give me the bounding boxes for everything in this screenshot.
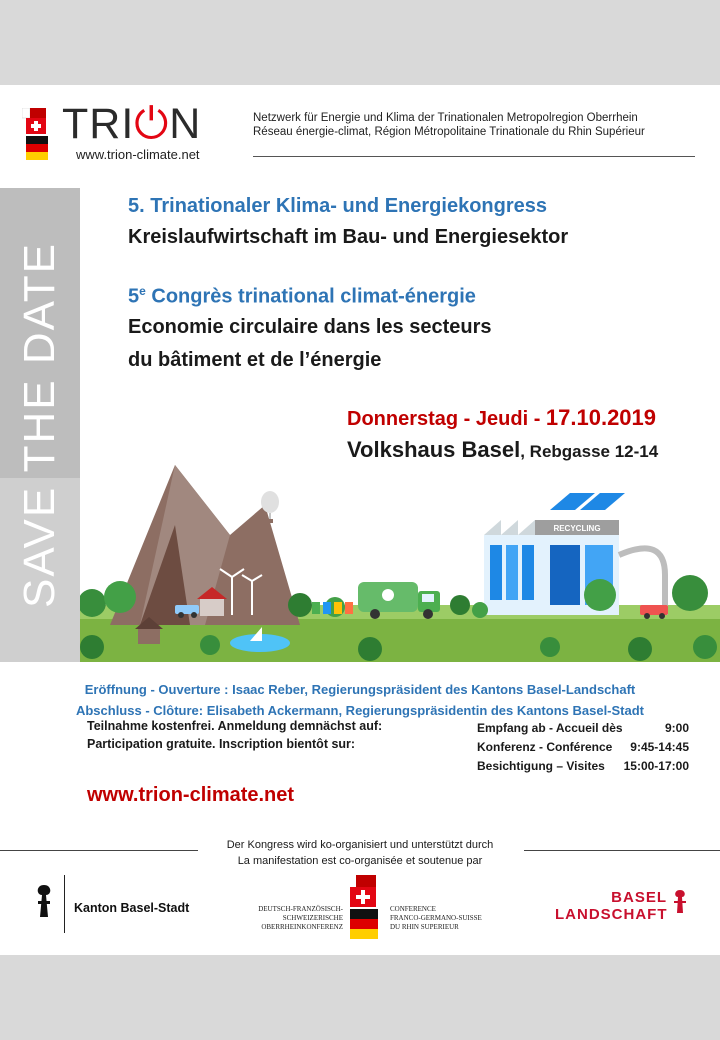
trion-logo-text: TRI⏻N [62, 100, 202, 148]
organiser-text-de: Der Kongress wird ko-organisiert und unterstützt durch [226, 839, 494, 851]
event-date: Donnerstag - Jeudi - 17.10.2019 [347, 405, 657, 430]
basel-landschaft-logo: BASEL LANDSCHAFT [555, 889, 668, 923]
closing-speaker: Abschluss - Clôture: Elisabeth Ackermann, Regierungspräsidentin des Kantons Basel-Stadt [75, 703, 645, 718]
organiser-text-fr: La manifestation est co-organisée et soutenue par [237, 855, 483, 867]
registration-text-de: Teilnahme kostenfrei. Anmeldung demnächst auf: [87, 719, 383, 733]
oberrheinkonferenz-logo [233, 875, 499, 949]
schedule-row: Besichtigung – Visites 15:00-17:00 [477, 759, 689, 773]
event-venue: Volkshaus Basel, Rebgasse 12-14 [347, 437, 659, 462]
basel-landschaft-staff-icon [671, 889, 689, 915]
header-divider [253, 156, 695, 157]
tagline-french: Réseau énergie-climat, Région Métropolitaine Trinationale du Rhin Supérieur [253, 126, 645, 138]
congress-subtitle-de: Kreislaufwirtschaft im Bau- und Energiesektor [128, 226, 569, 248]
ork-text-de: DEUTSCH-FRANZÖSISCH- SCHWEIZERISCHE OBERRHEINKONFERENZ [258, 905, 343, 931]
trinational-flag-icon [346, 875, 386, 945]
basel-stadt-text: Kanton Basel-Stadt [74, 901, 190, 915]
ork-text-fr: CONFERENCE FRANCO-GERMANO-SUISSE DU RHIN SUPERIEUR [390, 905, 482, 931]
flyer-page [0, 85, 720, 955]
trion-flag-icon [22, 108, 52, 164]
congress-title-de: 5. Trinationaler Klima- und Energiekongress [128, 195, 547, 217]
trion-logo-url[interactable]: www.trion-climate.net [76, 147, 200, 162]
tagline-german: Netzwerk für Energie und Klima der Trinationalen Metropolregion Oberrhein [253, 112, 638, 124]
opening-speaker: Eröffnung - Ouverture : Isaac Reber, Regierungspräsident des Kantons Basel-Landschaft [84, 682, 636, 697]
circular-economy-illustration [80, 465, 720, 662]
save-the-date-text: SAVE THE DATE [15, 242, 64, 608]
congress-subtitle-fr-1: Economie circulaire dans les secteurs [128, 316, 492, 338]
schedule-row: Empfang ab - Accueil dès 9:00 [477, 721, 689, 735]
save-the-date-bar [0, 188, 80, 662]
congress-subtitle-fr-2: du bâtiment et de l’énergie [128, 349, 382, 371]
congress-title-fr: 5e Congrès trinational climat-énergie [128, 284, 476, 308]
registration-link[interactable]: www.trion-climate.net [87, 784, 295, 806]
recycling-sign: RECYCLING [553, 524, 601, 533]
basel-stadt-logo [30, 875, 208, 933]
basel-staff-icon [32, 883, 56, 921]
registration-text-fr: Participation gratuite. Inscription bientôt sur: [87, 737, 356, 751]
schedule-row: Konferenz - Conférence 9:45-14:45 [477, 740, 689, 754]
